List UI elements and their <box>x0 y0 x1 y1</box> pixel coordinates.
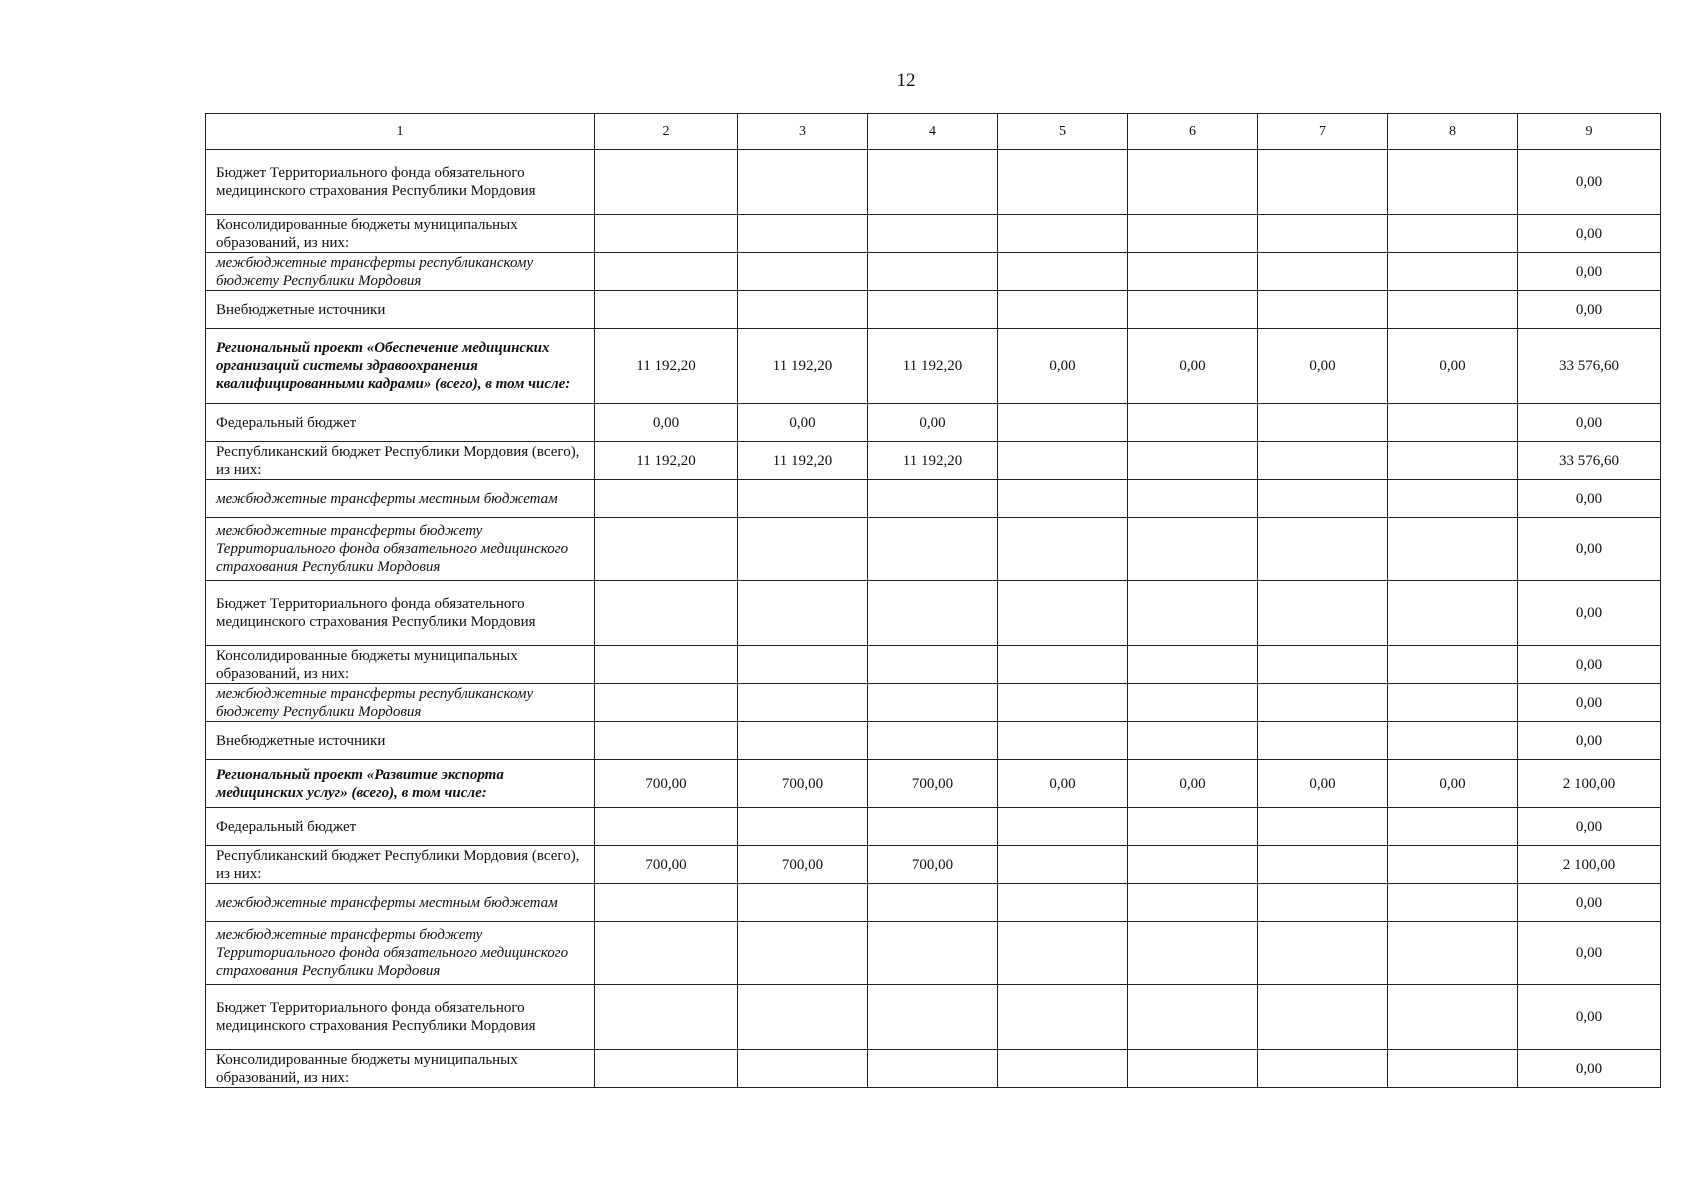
value-cell-col-3 <box>738 518 868 581</box>
value-cell-col-7 <box>1258 442 1388 480</box>
row-label: Региональный проект «Развитие экспорта медицинских услуг» (всего), в том числе: <box>206 760 595 808</box>
table-row <box>206 480 1661 518</box>
value-cell-col-3: 11 192,20 <box>738 329 868 404</box>
value-cell-col-5 <box>998 985 1128 1050</box>
value-cell-col-4 <box>868 1050 998 1088</box>
table-body <box>206 150 1661 1088</box>
value-cell-col-5 <box>998 480 1128 518</box>
value-cell-col-9: 0,00 <box>1518 480 1661 518</box>
value-cell-col-8 <box>1388 480 1518 518</box>
value-cell-col-2 <box>595 291 738 329</box>
value-cell-col-7 <box>1258 150 1388 215</box>
table-row <box>206 581 1661 646</box>
row-label: межбюджетные трансферты республиканскому бюджету Республики Мордовия <box>206 684 595 722</box>
value-cell-col-2: 700,00 <box>595 760 738 808</box>
value-cell-col-3 <box>738 480 868 518</box>
value-cell-col-5 <box>998 581 1128 646</box>
value-cell-col-7 <box>1258 404 1388 442</box>
value-cell-col-2 <box>595 722 738 760</box>
table-row <box>206 884 1661 922</box>
value-cell-col-9: 0,00 <box>1518 722 1661 760</box>
value-cell-col-5 <box>998 922 1128 985</box>
value-cell-col-9: 0,00 <box>1518 404 1661 442</box>
value-cell-col-5 <box>998 684 1128 722</box>
value-cell-col-9: 0,00 <box>1518 922 1661 985</box>
value-cell-col-6 <box>1128 404 1258 442</box>
table-row <box>206 722 1661 760</box>
value-cell-col-6 <box>1128 846 1258 884</box>
value-cell-col-7 <box>1258 1050 1388 1088</box>
value-cell-col-5 <box>998 518 1128 581</box>
value-cell-col-7: 0,00 <box>1258 760 1388 808</box>
table-row <box>206 846 1661 884</box>
value-cell-col-7 <box>1258 922 1388 985</box>
value-cell-col-7 <box>1258 480 1388 518</box>
value-cell-col-2 <box>595 581 738 646</box>
value-cell-col-8 <box>1388 150 1518 215</box>
value-cell-col-8 <box>1388 442 1518 480</box>
value-cell-col-5 <box>998 1050 1128 1088</box>
value-cell-col-2 <box>595 253 738 291</box>
value-cell-col-3 <box>738 1050 868 1088</box>
column-header-2: 2 <box>595 114 738 150</box>
value-cell-col-4 <box>868 684 998 722</box>
value-cell-col-4: 11 192,20 <box>868 329 998 404</box>
value-cell-col-8 <box>1388 404 1518 442</box>
value-cell-col-4 <box>868 884 998 922</box>
table-row <box>206 922 1661 985</box>
value-cell-col-5 <box>998 150 1128 215</box>
table-row <box>206 646 1661 684</box>
value-cell-col-5 <box>998 846 1128 884</box>
value-cell-col-5 <box>998 808 1128 846</box>
value-cell-col-9: 0,00 <box>1518 291 1661 329</box>
value-cell-col-2: 11 192,20 <box>595 442 738 480</box>
table-row <box>206 215 1661 253</box>
table-row <box>206 291 1661 329</box>
row-label: межбюджетные трансферты бюджету Территориального фонда обязательного медицинского страхования Республики Мордовия <box>206 518 595 581</box>
value-cell-col-7 <box>1258 291 1388 329</box>
value-cell-col-4 <box>868 985 998 1050</box>
value-cell-col-8 <box>1388 684 1518 722</box>
value-cell-col-3 <box>738 684 868 722</box>
value-cell-col-3: 700,00 <box>738 846 868 884</box>
value-cell-col-3 <box>738 291 868 329</box>
value-cell-col-6 <box>1128 884 1258 922</box>
column-header-3: 3 <box>738 114 868 150</box>
value-cell-col-9: 0,00 <box>1518 684 1661 722</box>
value-cell-col-8 <box>1388 846 1518 884</box>
value-cell-col-8 <box>1388 646 1518 684</box>
value-cell-col-8: 0,00 <box>1388 760 1518 808</box>
value-cell-col-4 <box>868 808 998 846</box>
value-cell-col-3 <box>738 922 868 985</box>
value-cell-col-2 <box>595 684 738 722</box>
value-cell-col-2: 11 192,20 <box>595 329 738 404</box>
value-cell-col-5 <box>998 215 1128 253</box>
column-header-6: 6 <box>1128 114 1258 150</box>
value-cell-col-5: 0,00 <box>998 760 1128 808</box>
value-cell-col-3 <box>738 215 868 253</box>
row-label: Республиканский бюджет Республики Мордовия (всего), из них: <box>206 846 595 884</box>
value-cell-col-5 <box>998 884 1128 922</box>
table-header <box>206 114 1661 150</box>
value-cell-col-6 <box>1128 581 1258 646</box>
table-row <box>206 808 1661 846</box>
table-row <box>206 329 1661 404</box>
row-label: межбюджетные трансферты местным бюджетам <box>206 884 595 922</box>
column-header-8: 8 <box>1388 114 1518 150</box>
value-cell-col-7 <box>1258 253 1388 291</box>
row-label: межбюджетные трансферты местным бюджетам <box>206 480 595 518</box>
row-label: Консолидированные бюджеты муниципальных образований, из них: <box>206 1050 595 1088</box>
value-cell-col-5 <box>998 646 1128 684</box>
value-cell-col-6 <box>1128 684 1258 722</box>
value-cell-col-7 <box>1258 846 1388 884</box>
row-label: Республиканский бюджет Республики Мордовия (всего), из них: <box>206 442 595 480</box>
value-cell-col-6 <box>1128 215 1258 253</box>
value-cell-col-6: 0,00 <box>1128 329 1258 404</box>
column-header-7: 7 <box>1258 114 1388 150</box>
value-cell-col-7 <box>1258 684 1388 722</box>
value-cell-col-4 <box>868 922 998 985</box>
value-cell-col-2 <box>595 985 738 1050</box>
value-cell-col-9: 2 100,00 <box>1518 760 1661 808</box>
value-cell-col-9: 0,00 <box>1518 215 1661 253</box>
column-header-9: 9 <box>1518 114 1661 150</box>
value-cell-col-4 <box>868 291 998 329</box>
value-cell-col-3: 11 192,20 <box>738 442 868 480</box>
row-label: Консолидированные бюджеты муниципальных образований, из них: <box>206 215 595 253</box>
value-cell-col-4 <box>868 215 998 253</box>
value-cell-col-3 <box>738 884 868 922</box>
value-cell-col-6 <box>1128 253 1258 291</box>
value-cell-col-9: 0,00 <box>1518 646 1661 684</box>
value-cell-col-4 <box>868 646 998 684</box>
value-cell-col-8 <box>1388 985 1518 1050</box>
value-cell-col-2 <box>595 480 738 518</box>
value-cell-col-6 <box>1128 922 1258 985</box>
value-cell-col-7 <box>1258 646 1388 684</box>
value-cell-col-4 <box>868 722 998 760</box>
value-cell-col-2 <box>595 884 738 922</box>
row-label: Внебюджетные источники <box>206 291 595 329</box>
value-cell-col-8 <box>1388 884 1518 922</box>
value-cell-col-8 <box>1388 253 1518 291</box>
budget-table <box>205 113 1661 1088</box>
table-row <box>206 760 1661 808</box>
value-cell-col-6 <box>1128 150 1258 215</box>
value-cell-col-4 <box>868 253 998 291</box>
value-cell-col-6 <box>1128 480 1258 518</box>
value-cell-col-9: 0,00 <box>1518 518 1661 581</box>
header-row <box>206 114 1661 150</box>
value-cell-col-9: 0,00 <box>1518 581 1661 646</box>
value-cell-col-6 <box>1128 1050 1258 1088</box>
value-cell-col-7 <box>1258 722 1388 760</box>
row-label: межбюджетные трансферты республиканскому бюджету Республики Мордовия <box>206 253 595 291</box>
row-label: Бюджет Территориального фонда обязательного медицинского страхования Республики Мордовия <box>206 150 595 215</box>
value-cell-col-2 <box>595 646 738 684</box>
table-row <box>206 404 1661 442</box>
value-cell-col-3: 700,00 <box>738 760 868 808</box>
value-cell-col-9: 0,00 <box>1518 150 1661 215</box>
value-cell-col-7 <box>1258 985 1388 1050</box>
value-cell-col-8 <box>1388 722 1518 760</box>
value-cell-col-5 <box>998 722 1128 760</box>
value-cell-col-9: 0,00 <box>1518 1050 1661 1088</box>
value-cell-col-6 <box>1128 722 1258 760</box>
value-cell-col-8: 0,00 <box>1388 329 1518 404</box>
value-cell-col-9: 33 576,60 <box>1518 329 1661 404</box>
value-cell-col-9: 0,00 <box>1518 808 1661 846</box>
value-cell-col-6: 0,00 <box>1128 760 1258 808</box>
value-cell-col-3 <box>738 253 868 291</box>
value-cell-col-6 <box>1128 646 1258 684</box>
column-header-5: 5 <box>998 114 1128 150</box>
value-cell-col-8 <box>1388 215 1518 253</box>
row-label: межбюджетные трансферты бюджету Территориального фонда обязательного медицинского страхования Республики Мордовия <box>206 922 595 985</box>
value-cell-col-8 <box>1388 518 1518 581</box>
value-cell-col-2 <box>595 1050 738 1088</box>
value-cell-col-7 <box>1258 215 1388 253</box>
value-cell-col-6 <box>1128 985 1258 1050</box>
value-cell-col-3: 0,00 <box>738 404 868 442</box>
table-row <box>206 518 1661 581</box>
table-row <box>206 684 1661 722</box>
value-cell-col-7 <box>1258 808 1388 846</box>
row-label: Консолидированные бюджеты муниципальных образований, из них: <box>206 646 595 684</box>
value-cell-col-6 <box>1128 291 1258 329</box>
value-cell-col-2 <box>595 215 738 253</box>
value-cell-col-2: 0,00 <box>595 404 738 442</box>
value-cell-col-7 <box>1258 884 1388 922</box>
table-row <box>206 150 1661 215</box>
row-label: Региональный проект «Обеспечение медицинских организаций системы здравоохранения квалифицированными кадрами» (всего), в том числе: <box>206 329 595 404</box>
row-label: Федеральный бюджет <box>206 404 595 442</box>
value-cell-col-8 <box>1388 808 1518 846</box>
value-cell-col-4: 0,00 <box>868 404 998 442</box>
value-cell-col-8 <box>1388 581 1518 646</box>
table-row <box>206 253 1661 291</box>
value-cell-col-8 <box>1388 1050 1518 1088</box>
value-cell-col-2 <box>595 150 738 215</box>
value-cell-col-3 <box>738 808 868 846</box>
row-label: Бюджет Территориального фонда обязательного медицинского страхования Республики Мордовия <box>206 581 595 646</box>
value-cell-col-4 <box>868 480 998 518</box>
value-cell-col-9: 0,00 <box>1518 985 1661 1050</box>
value-cell-col-8 <box>1388 922 1518 985</box>
value-cell-col-4 <box>868 150 998 215</box>
value-cell-col-5 <box>998 291 1128 329</box>
column-header-1: 1 <box>206 114 595 150</box>
value-cell-col-8 <box>1388 291 1518 329</box>
value-cell-col-5 <box>998 253 1128 291</box>
value-cell-col-4 <box>868 518 998 581</box>
value-cell-col-6 <box>1128 442 1258 480</box>
row-label: Федеральный бюджет <box>206 808 595 846</box>
value-cell-col-7 <box>1258 518 1388 581</box>
page-number: 12 <box>896 70 916 91</box>
table-row <box>206 1050 1661 1088</box>
value-cell-col-9: 2 100,00 <box>1518 846 1661 884</box>
value-cell-col-3 <box>738 646 868 684</box>
value-cell-col-6 <box>1128 808 1258 846</box>
value-cell-col-2 <box>595 808 738 846</box>
table-row <box>206 985 1661 1050</box>
value-cell-col-5 <box>998 404 1128 442</box>
value-cell-col-9: 0,00 <box>1518 884 1661 922</box>
value-cell-col-4: 700,00 <box>868 760 998 808</box>
value-cell-col-2: 700,00 <box>595 846 738 884</box>
value-cell-col-3 <box>738 581 868 646</box>
value-cell-col-4: 700,00 <box>868 846 998 884</box>
value-cell-col-7 <box>1258 581 1388 646</box>
value-cell-col-4: 11 192,20 <box>868 442 998 480</box>
column-header-4: 4 <box>868 114 998 150</box>
value-cell-col-4 <box>868 581 998 646</box>
value-cell-col-5: 0,00 <box>998 329 1128 404</box>
value-cell-col-2 <box>595 922 738 985</box>
value-cell-col-6 <box>1128 518 1258 581</box>
value-cell-col-7: 0,00 <box>1258 329 1388 404</box>
table-row <box>206 442 1661 480</box>
value-cell-col-2 <box>595 518 738 581</box>
value-cell-col-3 <box>738 722 868 760</box>
row-label: Внебюджетные источники <box>206 722 595 760</box>
value-cell-col-9: 33 576,60 <box>1518 442 1661 480</box>
value-cell-col-3 <box>738 985 868 1050</box>
value-cell-col-5 <box>998 442 1128 480</box>
value-cell-col-3 <box>738 150 868 215</box>
value-cell-col-9: 0,00 <box>1518 253 1661 291</box>
row-label: Бюджет Территориального фонда обязательного медицинского страхования Республики Мордовия <box>206 985 595 1050</box>
